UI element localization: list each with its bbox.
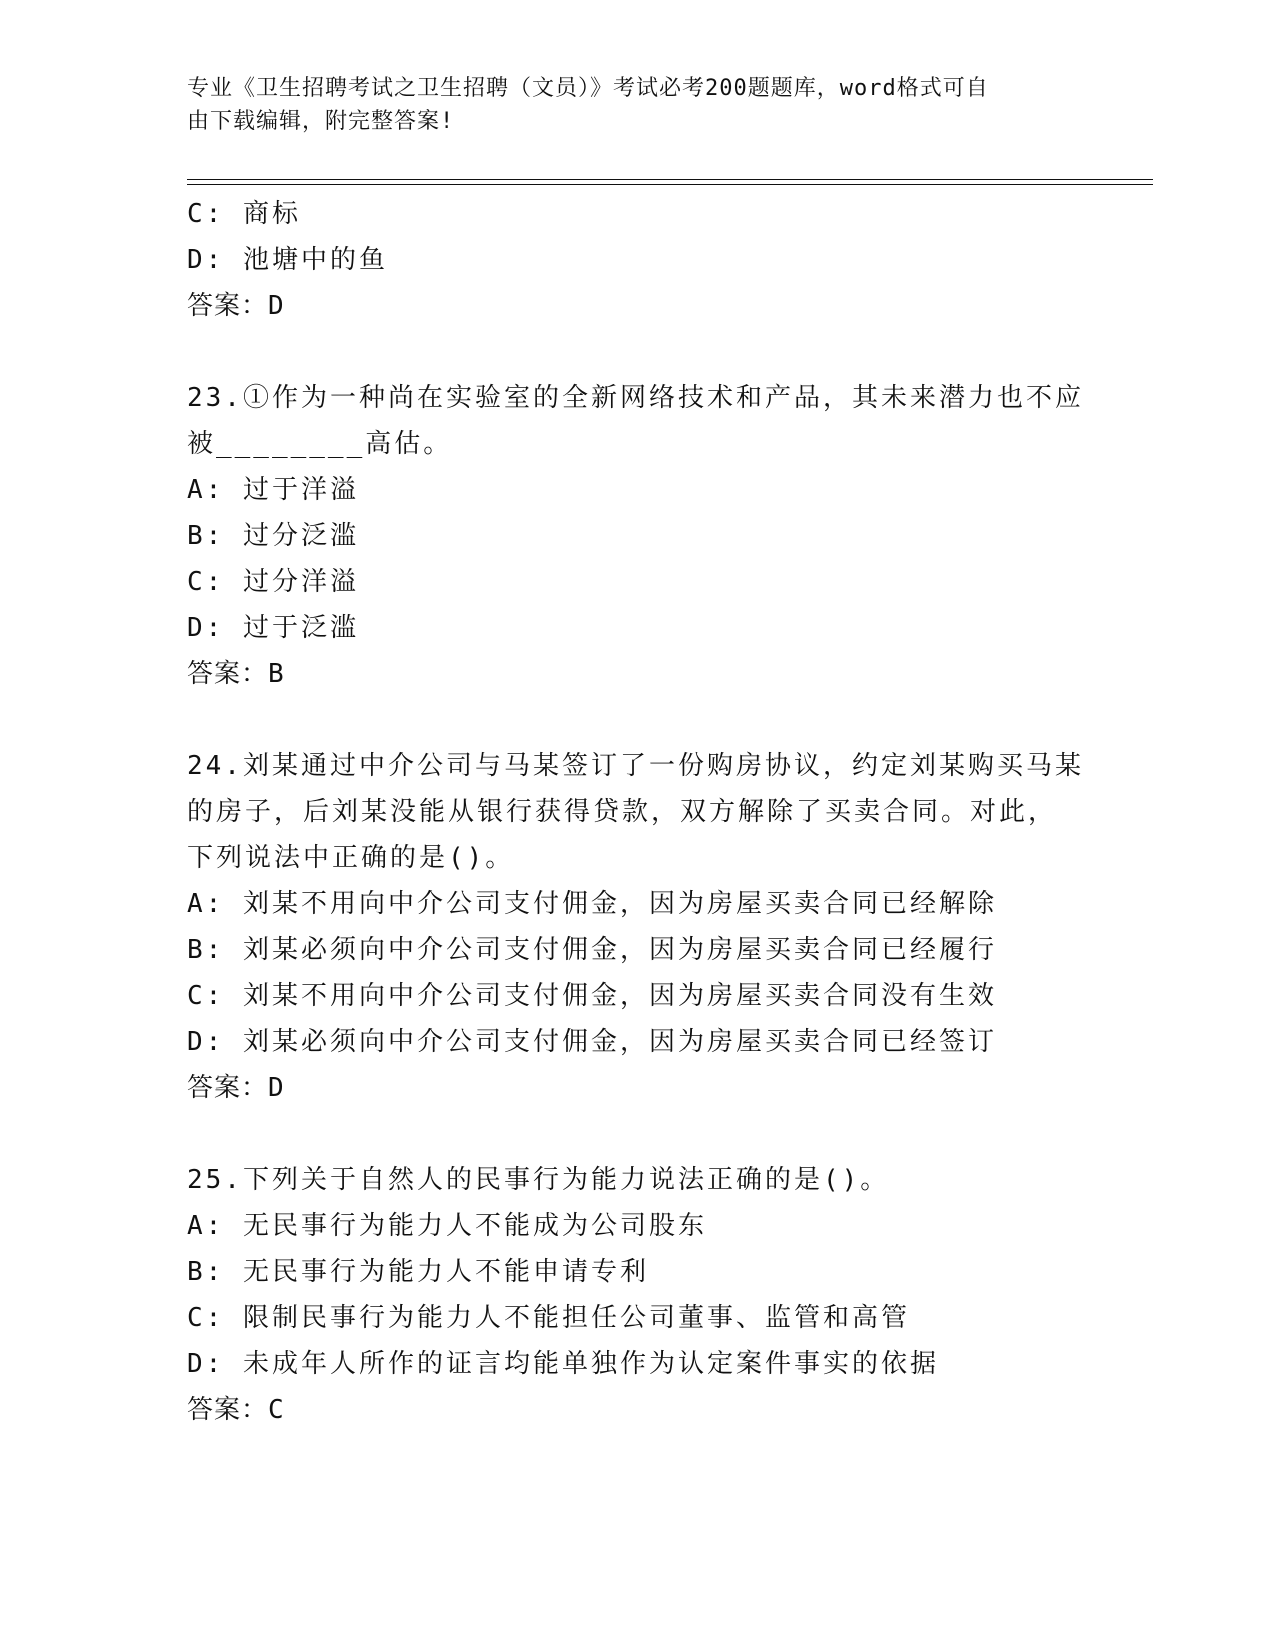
question-gap — [187, 329, 1107, 375]
question-list — [187, 191, 1107, 1433]
option-d: D: 刘某必须向中介公司支付佣金，因为房屋买卖合同已经签订 — [187, 1027, 997, 1057]
option-c: C: 过分洋溢 — [187, 567, 359, 597]
header-line-1: 专业《卫生招聘考试之卫生招聘（文员）》考试必考200题题库，word格式可自 — [187, 76, 989, 101]
option-a: A: 无民事行为能力人不能成为公司股东 — [187, 1211, 707, 1241]
question-23 — [187, 375, 1107, 697]
question-25 — [187, 1157, 1107, 1433]
option-b: B: 过分泛滥 — [187, 521, 359, 551]
answer-line: 答案：C — [187, 1395, 285, 1425]
answer-line: 答案：D — [187, 291, 285, 321]
header-divider-bottom — [187, 184, 1153, 185]
option-b: B: 刘某必须向中介公司支付佣金，因为房屋买卖合同已经履行 — [187, 935, 997, 965]
question-stem: 25.下列关于自然人的民事行为能力说法正确的是()。 — [187, 1165, 890, 1195]
option-c: C: 刘某不用向中介公司支付佣金，因为房屋买卖合同没有生效 — [187, 981, 997, 1011]
document-header — [187, 72, 1067, 138]
answer-line: 答案：B — [187, 659, 285, 689]
option-c: C: 限制民事行为能力人不能担任公司董事、监管和高管 — [187, 1303, 910, 1333]
question-24 — [187, 743, 1107, 1111]
question-22-continuation — [187, 191, 1107, 329]
question-stem: 下列说法中正确的是()。 — [187, 843, 515, 873]
answer-line: 答案：D — [187, 1073, 285, 1103]
question-stem: 24.刘某通过中介公司与马某签订了一份购房协议，约定刘某购买马某 — [187, 751, 1084, 781]
option-b: B: 无民事行为能力人不能申请专利 — [187, 1257, 649, 1287]
option-d: D: 未成年人所作的证言均能单独作为认定案件事实的依据 — [187, 1349, 939, 1379]
option-a: A: 过于洋溢 — [187, 475, 359, 505]
question-stem: 23.①作为一种尚在实验室的全新网络技术和产品，其未来潜力也不应 — [187, 383, 1084, 413]
option-a: A: 刘某不用向中介公司支付佣金，因为房屋买卖合同已经解除 — [187, 889, 997, 919]
header-line-2: 由下载编辑，附完整答案! — [187, 109, 455, 134]
header-divider-top — [187, 179, 1153, 180]
question-stem: 的房子，后刘某没能从银行获得贷款，双方解除了买卖合同。对此， — [187, 797, 1058, 827]
question-stem: 被________高估。 — [187, 429, 453, 459]
option-d: D: 池塘中的鱼 — [187, 245, 388, 275]
option-d: D: 过于泛滥 — [187, 613, 359, 643]
option-c: C: 商标 — [187, 199, 301, 229]
question-gap — [187, 1111, 1107, 1157]
question-gap — [187, 697, 1107, 743]
